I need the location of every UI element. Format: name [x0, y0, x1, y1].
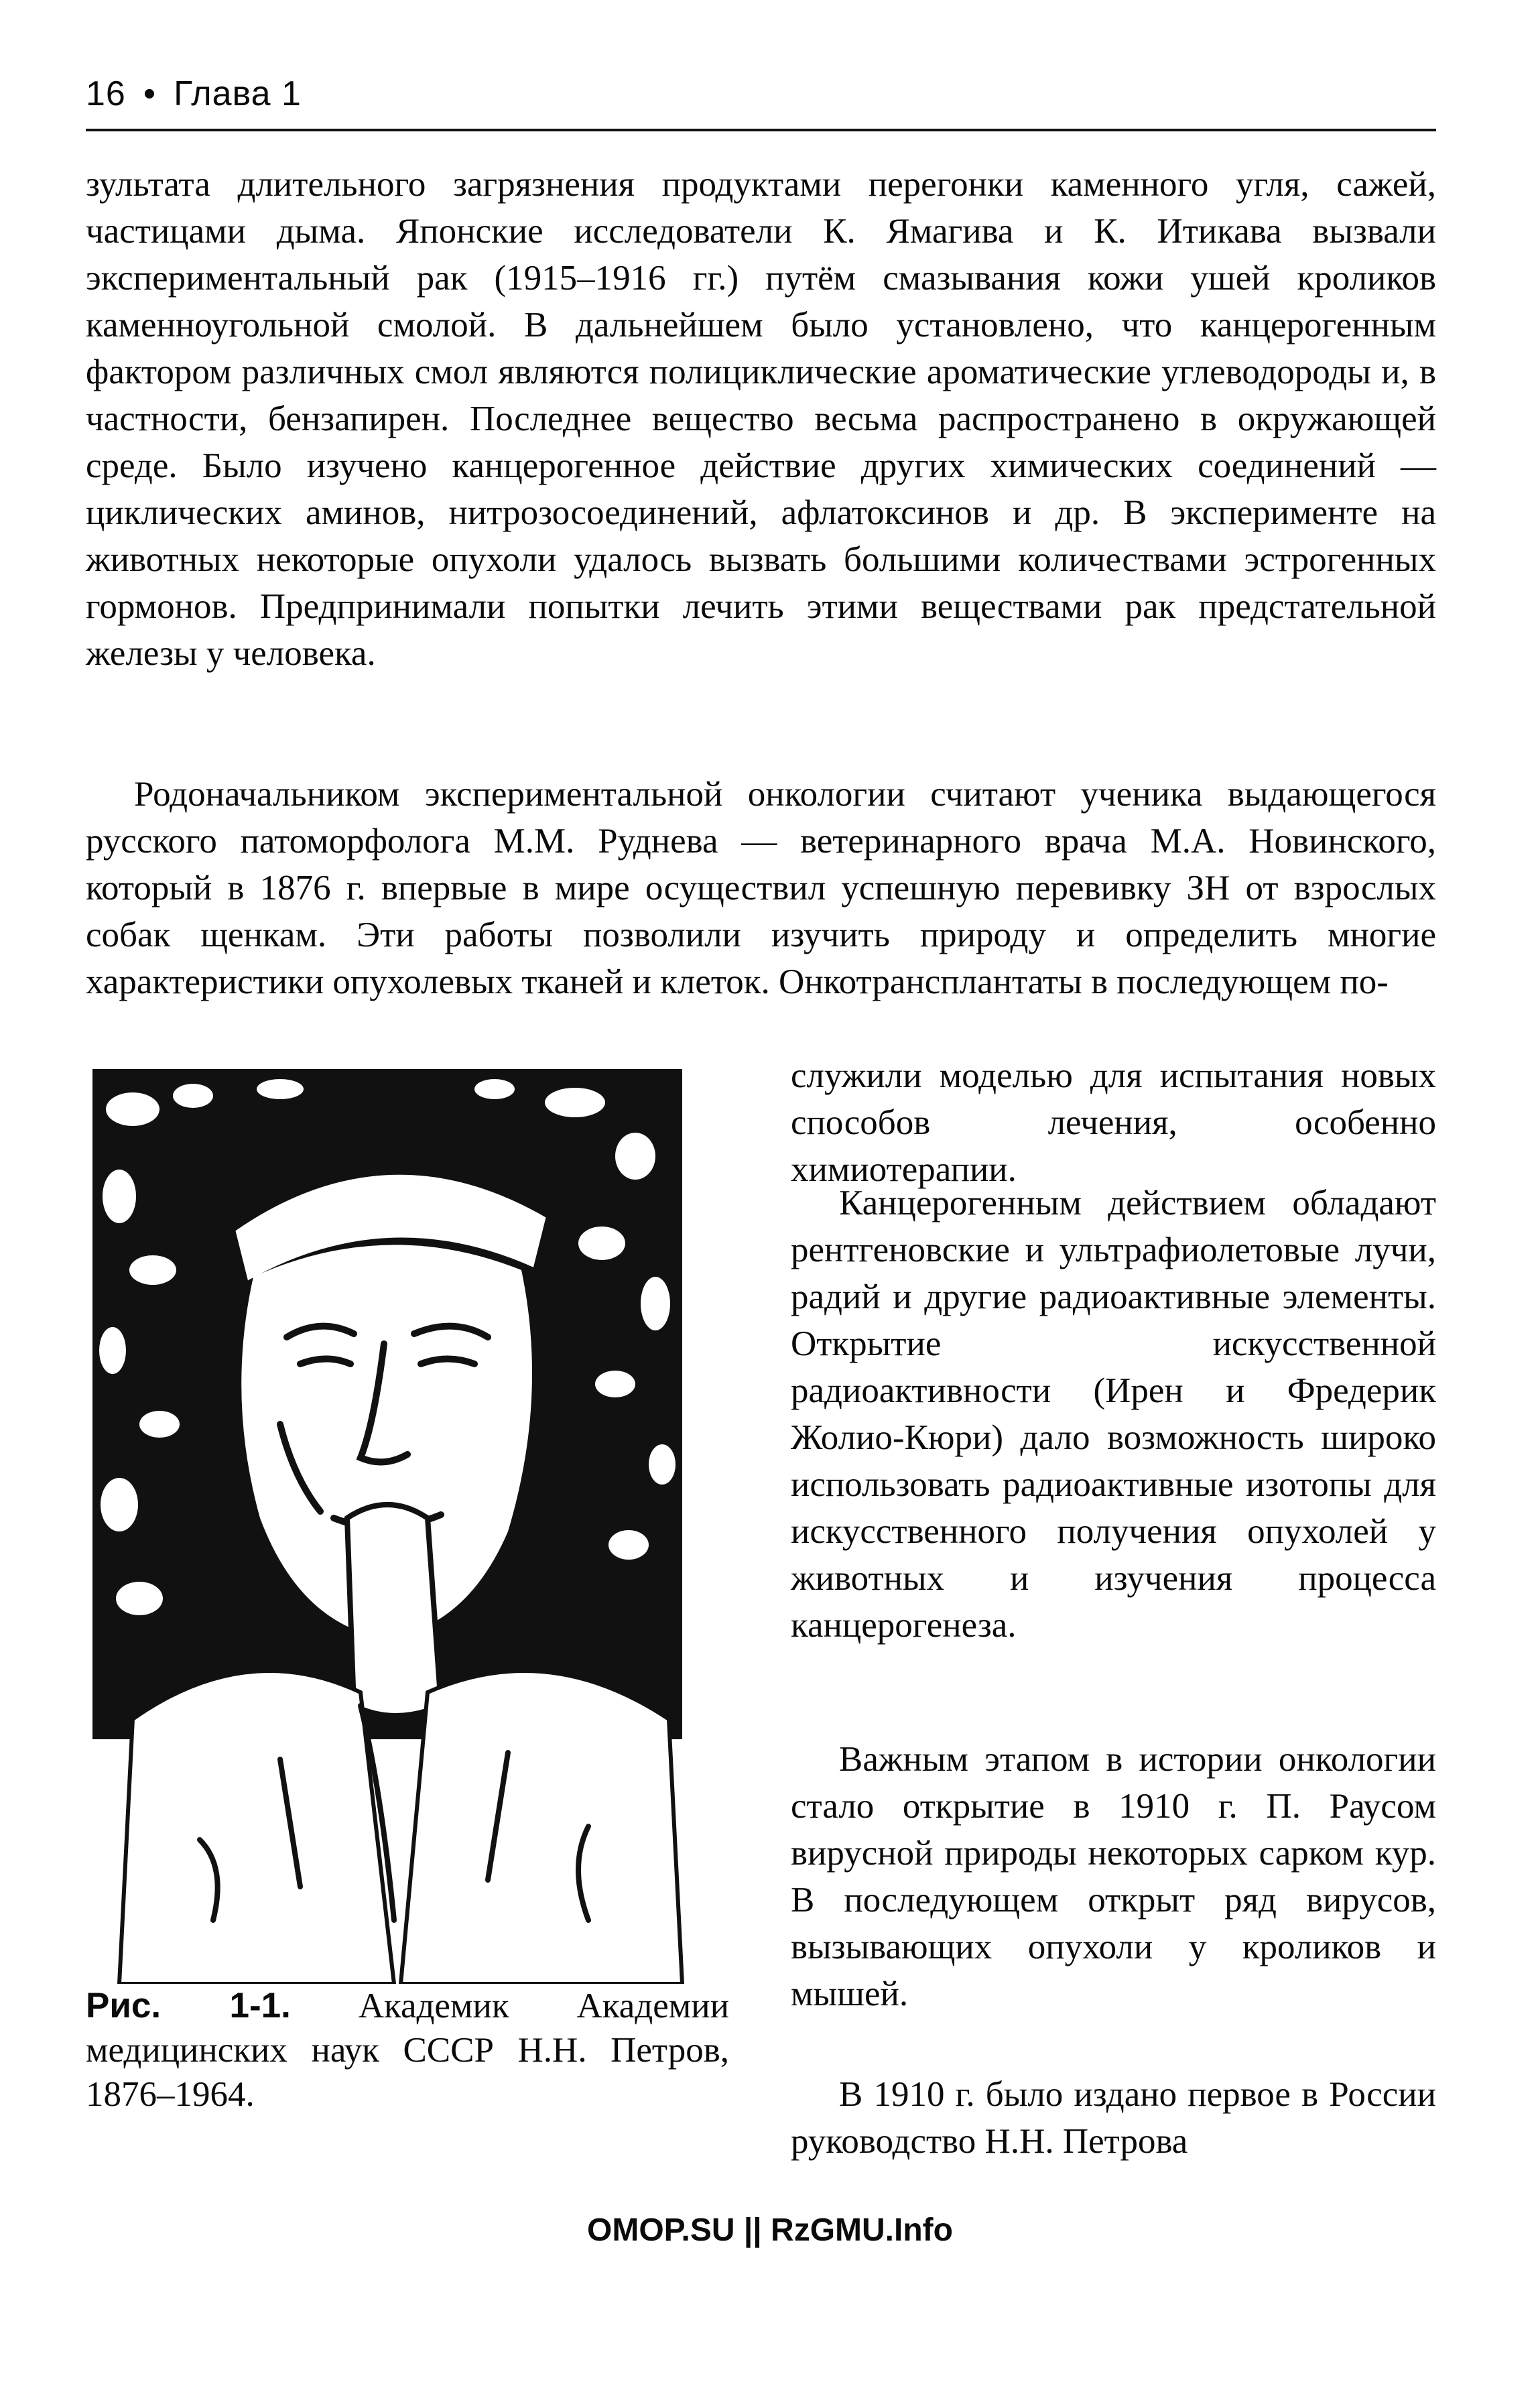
figure-label: Рис. 1-1. — [86, 1986, 291, 2025]
paragraph-5: В 1910 г. было издано первое в России руководство Н.Н. Петрова — [791, 2075, 1436, 2161]
paragraph-2: Родоначальником экспериментальной онкологии считают ученика выдающегося русского патоморфолога М.М. Руднева — ветеринарного врача М.А. Новинского, который в 1876 г. впервые в мире осуществил успешную перевивку ЗН от взрослых собак щенкам. Эти работы позволили изучить природу и определить многие характеристики опухолевых тканей и клеток. Онкотрансплантаты в последующем по- — [86, 775, 1436, 1001]
footer-watermark: OMOP.SU || RzGMU.Info — [587, 2212, 953, 2248]
page-header — [86, 74, 1436, 127]
header-bullet: • — [143, 74, 157, 113]
page-number: 16 — [86, 74, 126, 113]
paragraph-4: Важным этапом в истории онкологии стало открытие в 1910 г. П. Раусом вирусной природы некоторых сарком кур. В последующем открыт ряд вирусов, вызывающих опухоли у кроликов и мышей. — [791, 1740, 1436, 2013]
figure-caption-text: Академик Академии медицинских наук СССР Н.Н. Петров, 1876–1964. — [86, 1987, 729, 2114]
portrait-image — [79, 1049, 722, 1984]
header-rule — [86, 129, 1436, 131]
paragraph-2-continued: служили моделью для испытания новых способов лечения, особенно химиотерапии. — [791, 1056, 1436, 1189]
chapter-title: Глава 1 — [174, 74, 302, 113]
paragraph-1: зультата длительного загрязнения продуктами перегонки каменного угля, сажей, частицами дыма. Японские исследователи К. Ямагива и К. Итикава вызвали экспериментальный рак (1915–1916 гг.) путём смазывания кожи ушей кроликов каменноугольной смолой. В дальнейшем было установлено, что канцерогенным фактором различных смол являются полициклические ароматические углеводороды и, в частности, бензапирен. Последнее вещество весьма распространено в окружающей среде. Было изучено канцерогенное действие других химических соединений — циклических аминов, нитрозосоединений, афлатоксинов и др. В эксперименте на животных некоторые опухоли удалось вызвать большими количествами эстрогенных гормонов. Предпринимали попытки лечить этими веществами рак предстательной железы у человека. — [86, 165, 1436, 673]
figure-caption — [86, 1984, 729, 2117]
paragraph-3: Канцерогенным действием обладают рентгеновские и ультрафиолетовые лучи, радий и другие радиоактивные элементы. Открытие искусственной радиоактивности (Ирен и Фредерик Жолио-Кюри) дало возможность широко использовать радиоактивные изотопы для искусственного получения опухолей у животных и изучения процесса канцерогенеза. — [791, 1184, 1436, 1645]
